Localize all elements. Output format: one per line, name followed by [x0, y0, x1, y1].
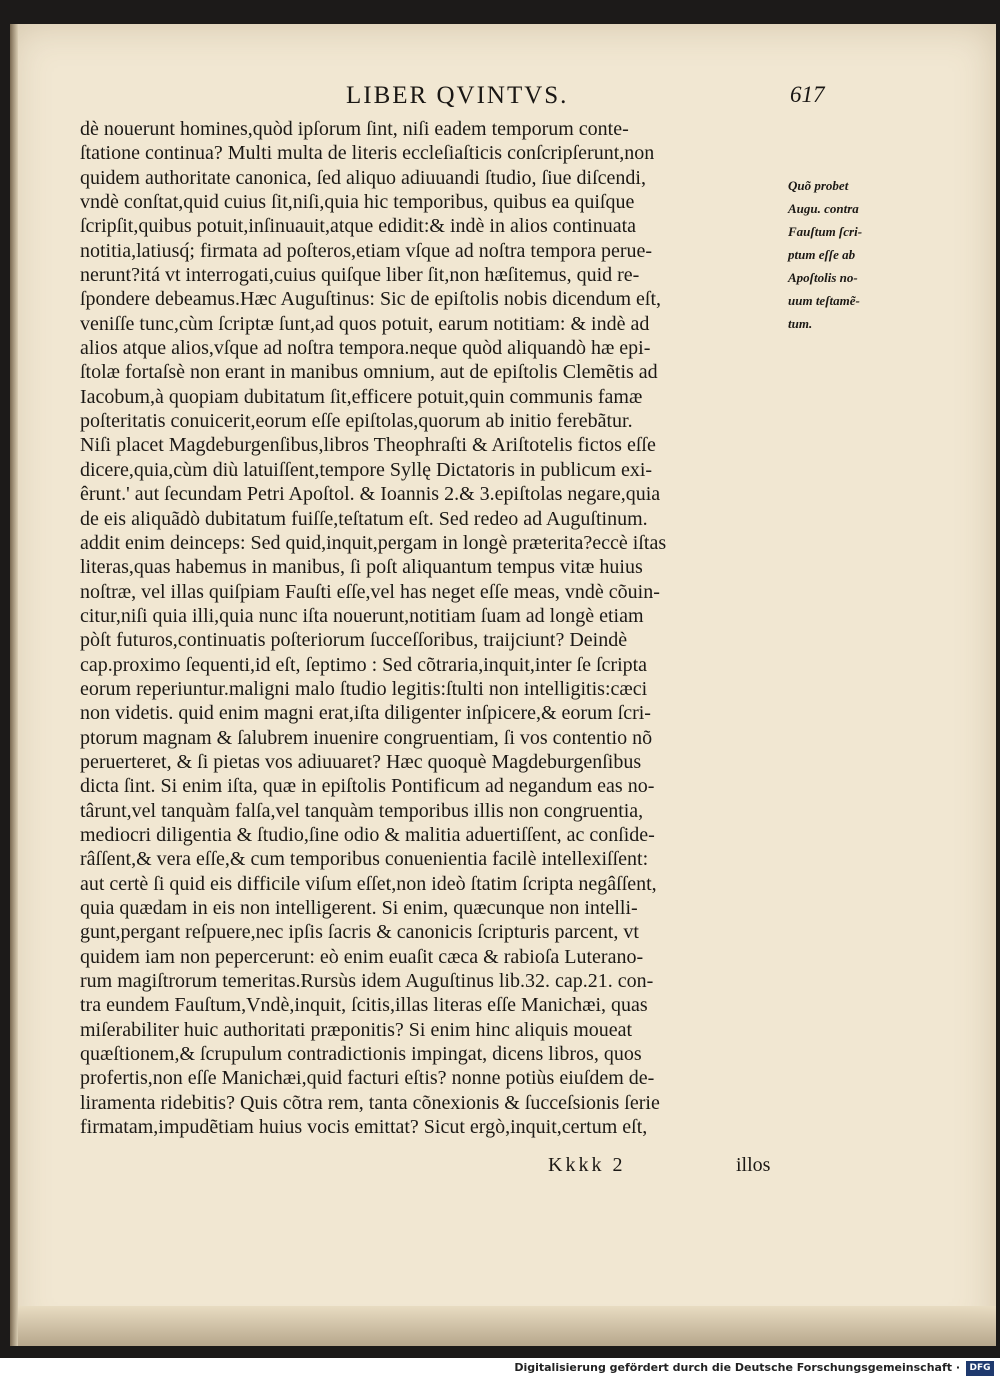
marginal-note-line: Quõ probet — [788, 178, 849, 193]
page-gutter-edge — [10, 24, 18, 1346]
text-line: miſerabiliter huic authoritati præponitis? Si enim hinc aliquis moueat — [80, 1018, 633, 1041]
marginal-note-line: Apoſtolis no- — [788, 270, 858, 285]
text-line: firmatam,impudẽtiam huius vocis emittat? Sicut ergò,inquit,certum eſt, — [80, 1116, 648, 1139]
marginal-note — [788, 174, 903, 335]
text-line: liramenta ridebitis? Quis cõtra rem, tanta cõnexionis & ſucceſsionis ſerie — [80, 1091, 660, 1114]
text-line: vndè conſtat,quid cuius ſit,niſi,quia hic temporibus, quibus ea quiſque — [80, 191, 635, 214]
digitization-footer — [0, 1358, 1000, 1381]
text-line: quidem iam non pepercerunt: eò enim euaſit cæca & rabioſa Luterano- — [80, 945, 644, 968]
text-line: citur,niſi quia illi,quia nunc iſta nouerunt,notitiam ſuam ad longè etiam — [80, 604, 644, 627]
text-line: târunt,vel tanquàm falſa,vel tanquàm temporibus illis non congruentia, — [80, 799, 644, 822]
text-line: ptorum magnam & ſalubrem inuenire congruentiam, ſi vos contentio nõ — [80, 726, 653, 749]
text-line: rum magiſtrorum temeritas.Rursùs idem Auguſtinus lib.32. cap.21. con- — [80, 970, 654, 993]
text-line: eorum reperiuntur.maligni malo ſtudio legitis:ſtulti non intelligitis:cæci — [80, 677, 648, 700]
text-line: profertis,non eſſe Manichæi,quid facturi eſtis? nonne potiùs eiuſdem de- — [80, 1067, 655, 1090]
text-line: aut certè ſi quid eis difficile viſum eſſet,non ideò ſtatim ſcripta negâſſent, — [80, 872, 657, 895]
marginal-note-line: tum. — [788, 316, 813, 331]
signature-mark: Kkkk 2 — [548, 1154, 626, 1176]
dfg-logo: DFG — [966, 1361, 994, 1376]
marginal-note-line: ptum eſſe ab — [788, 247, 856, 262]
text-line: peruerteret, & ſi pietas vos adiuuaret? Hæc quoquè Magdeburgenſibus — [80, 750, 642, 773]
text-line: gunt,pergant reſpuere,nec ipſis ſacris & canonicis ſcripturis parcent, vt — [80, 921, 639, 944]
text-line: ſtolæ fortaſsè non erant in manibus omnium, aut de epiſtolis Clemẽtis ad — [80, 361, 658, 384]
text-line: mediocri diligentia & ſtudio,ſine odio & malitia aduertiſſent, ac conſide- — [80, 823, 655, 846]
text-line: cap.proximo ſequenti,id eſt, ſeptimo : Sed cõtraria,inquit,inter ſe ſcripta — [80, 653, 648, 676]
text-line: ſpondere debeamus.Hæc Auguſtinus: Sic de epiſtolis nobis dicendum eſt, — [80, 288, 662, 311]
text-line: veniſſe tunc,cùm ſcriptæ ſunt,ad quos potuit, earum notitiam: & indè ad — [80, 312, 650, 335]
marginal-note-line: Augu. contra — [788, 201, 859, 216]
page-number: 617 — [790, 82, 825, 107]
body-text — [80, 117, 780, 1139]
text-line: literas,quas habemus in manibus, ſi poſt aliquantum tempus vitæ huius — [80, 556, 643, 579]
marginal-note-line: Fauſtum ſcri- — [788, 224, 863, 239]
text-line: nerunt?itá vt interrogati,cuius quiſque liber ſit,non hæſitemus, quid re- — [80, 264, 640, 287]
text-line: alios atque alios,vſque ad noſtra tempora.neque quòd aliquandò hæ epi- — [80, 337, 651, 360]
text-line: addit enim deinceps: Sed quid,inquit,pergam in longè præterita?eccè iſtas — [80, 531, 667, 554]
text-line: êrunt.' aut ſecundam Petri Apoſtol. & Ioannis 2.& 3.epiſtolas negare,quia — [80, 483, 661, 506]
catchword: illos — [736, 1154, 771, 1176]
text-line: noſtræ, vel illas quiſpiam Fauſti eſſe,vel has neget eſſe meas, vndè cõuin- — [80, 580, 660, 603]
text-line: pòſt futuros,continuatis poſteriorum ſucceſſoribus, traijciunt? Deindè — [80, 629, 628, 652]
text-line: râſſent,& vera eſſe,& cum temporibus conuenientia facilè intellexiſſent: — [80, 848, 649, 871]
text-line: dicere,quia,cùm diù latuiſſent,tempore Syllę Dictatoris in publicum exi- — [80, 458, 653, 481]
text-line: dicta ſint. Si enim iſta, quæ in epiſtolis Pontificum ad negandum eas no- — [80, 775, 655, 798]
text-line: quæſtionem,& ſcrupulum contradictionis impingat, dicens libros, quos — [80, 1043, 642, 1066]
text-line: poſteritatis conuicerit,eorum eſſe epiſtolas,quorum ab initio ferebãtur. — [80, 410, 633, 433]
text-line: Niſi placet Magdeburgenſibus,libros Theophraſti & Ariſtotelis fictos eſſe — [80, 434, 656, 457]
text-line: de eis aliquãdò dubitatum fuiſſe,teſtatum eſt. Sed redeo ad Auguſtinum. — [80, 507, 648, 530]
text-line: quidem authoritate canonica, ſed aliquo adiuuandi ſtudio, ſiue diſcendi, — [80, 166, 646, 189]
text-line: dè nouerunt homines,quòd ipſorum ſint, niſi eadem temporum conte- — [80, 118, 629, 140]
text-line: ſcripſit,quibus potuit,inſinuauit,atque edidit:& indè in alios continuata — [80, 215, 637, 238]
text-line: Iacobum,à quopiam dubitatum ſit,efficere potuit,quin communis famæ — [80, 385, 643, 408]
text-line: quia quædam in eis non intelligerent. Si enim, quæcunque non intelli- — [80, 897, 638, 919]
text-line: non videtis. quid enim magni erat,iſta diligenter inſpicere,& eorum ſcri- — [80, 702, 651, 725]
text-line: notitia,latiusq́; firmata ad poſteros,etiam vſque ad noſtra tempora perue- — [80, 239, 653, 262]
text-line: tra eundem Fauſtum,Vndè,inquit, ſcitis,illas literas eſſe Manichæi, quas — [80, 994, 648, 1017]
running-head: LIBER QVINTVS. — [346, 82, 569, 109]
page-bottom-edge — [10, 1306, 996, 1346]
marginal-note-line: uum teſtamẽ- — [788, 293, 860, 308]
footer-credit: Digitalisierung gefördert durch die Deutsche Forschungsgemeinschaft · — [514, 1361, 960, 1374]
text-line: ſtatione continua? Multi multa de literis eccleſiaſticis conſcripſerunt,non — [80, 142, 655, 165]
